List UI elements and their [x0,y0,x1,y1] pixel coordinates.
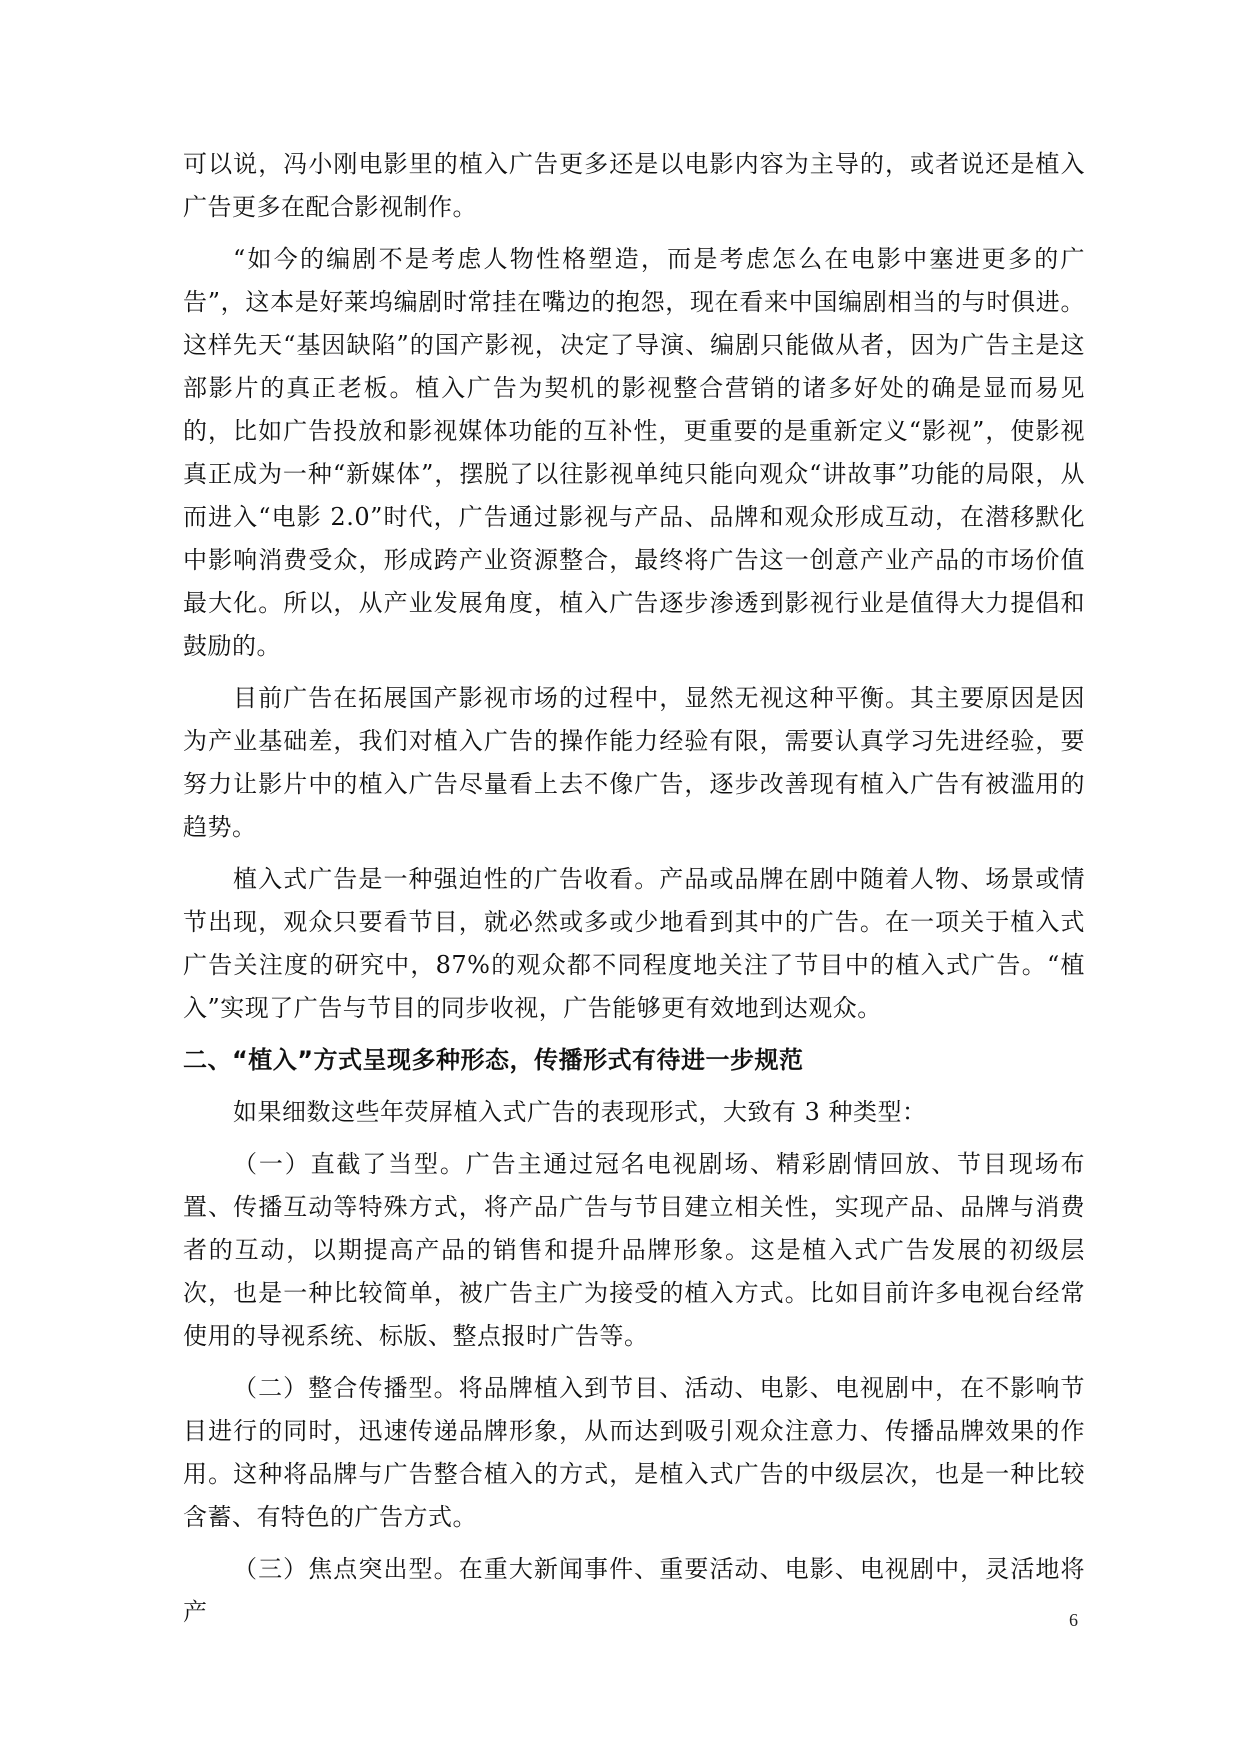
section-heading: 二、“植入”方式呈现多种形态，传播形式有待进一步规范 [183,1046,804,1074]
body-text [183,143,1085,1643]
paragraph: （三）焦点突出型。在重大新闻事件、重要活动、电影、电视剧中，灵活地将产 [183,1555,1085,1626]
paragraph: 可以说，冯小刚电影里的植入广告更多还是以电影内容为主导的，或者说还是植入广告更多在配合影视制作。 [183,150,1085,221]
page-number: 6 [1069,1610,1078,1630]
paragraph: 如果细数这些年荧屏植入式广告的表现形式，大致有 3 种类型： [233,1098,927,1126]
paragraph: 植入式广告是一种强迫性的广告收看。产品或品牌在剧中随着人物、场景或情节出现，观众只要看节目，就必然或多或少地看到其中的广告。在一项关于植入式广告关注度的研究中，87%的观众都不同程度地关注了节目中的植入式广告。“植入”实现了广告与节目的同步收视，广告能够更有效地到达观众。 [183,865,1085,1022]
paragraph: 目前广告在拓展国产影视市场的过程中，显然无视这种平衡。其主要原因是因为产业基础差，我们对植入广告的操作能力经验有限，需要认真学习先进经验，要努力让影片中的植入广告尽量看上去不像广告，逐步改善现有植入广告有被滥用的趋势。 [183,684,1085,841]
paragraph: （一）直截了当型。广告主通过冠名电视剧场、精彩剧情回放、节目现场布置、传播互动等特殊方式，将产品广告与节目建立相关性，实现产品、品牌与消费者的互动，以期提高产品的销售和提升品牌形象。这是植入式广告发展的初级层次，也是一种比较简单，被广告主广为接受的植入方式。比如目前许多电视台经常使用的导视系统、标版、整点报时广告等。 [183,1150,1085,1350]
paragraph: “如今的编剧不是考虑人物性格塑造，而是考虑怎么在电影中塞进更多的广告”，这本是好莱坞编剧时常挂在嘴边的抱怨，现在看来中国编剧相当的与时俱进。这样先天“基因缺陷”的国产影视，决定了导演、编剧只能做从者，因为广告主是这部影片的真正老板。植入广告为契机的影视整合营销的诸多好处的确是显而易见的，比如广告投放和影视媒体功能的互补性，更重要的是重新定义“影视”，使影视真正成为一种“新媒体”，摆脱了以往影视单纯只能向观众“讲故事”功能的局限，从而进入“电影 2.0”时代，广告通过影视与产品、品牌和观众形成互动，在潜移默化中影响消费受众，形成跨产业资源整合，最终将广告这一创意产业产品的市场价值最大化。所以，从产业发展角度，植入广告逐步渗透到影视行业是值得大力提倡和鼓励的。 [183,245,1085,660]
paragraph: （二）整合传播型。将品牌植入到节目、活动、电影、电视剧中，在不影响节目进行的同时，迅速传递品牌形象，从而达到吸引观众注意力、传播品牌效果的作用。这种将品牌与广告整合植入的方式，是植入式广告的中级层次，也是一种比较含蓄、有特色的广告方式。 [183,1374,1085,1531]
